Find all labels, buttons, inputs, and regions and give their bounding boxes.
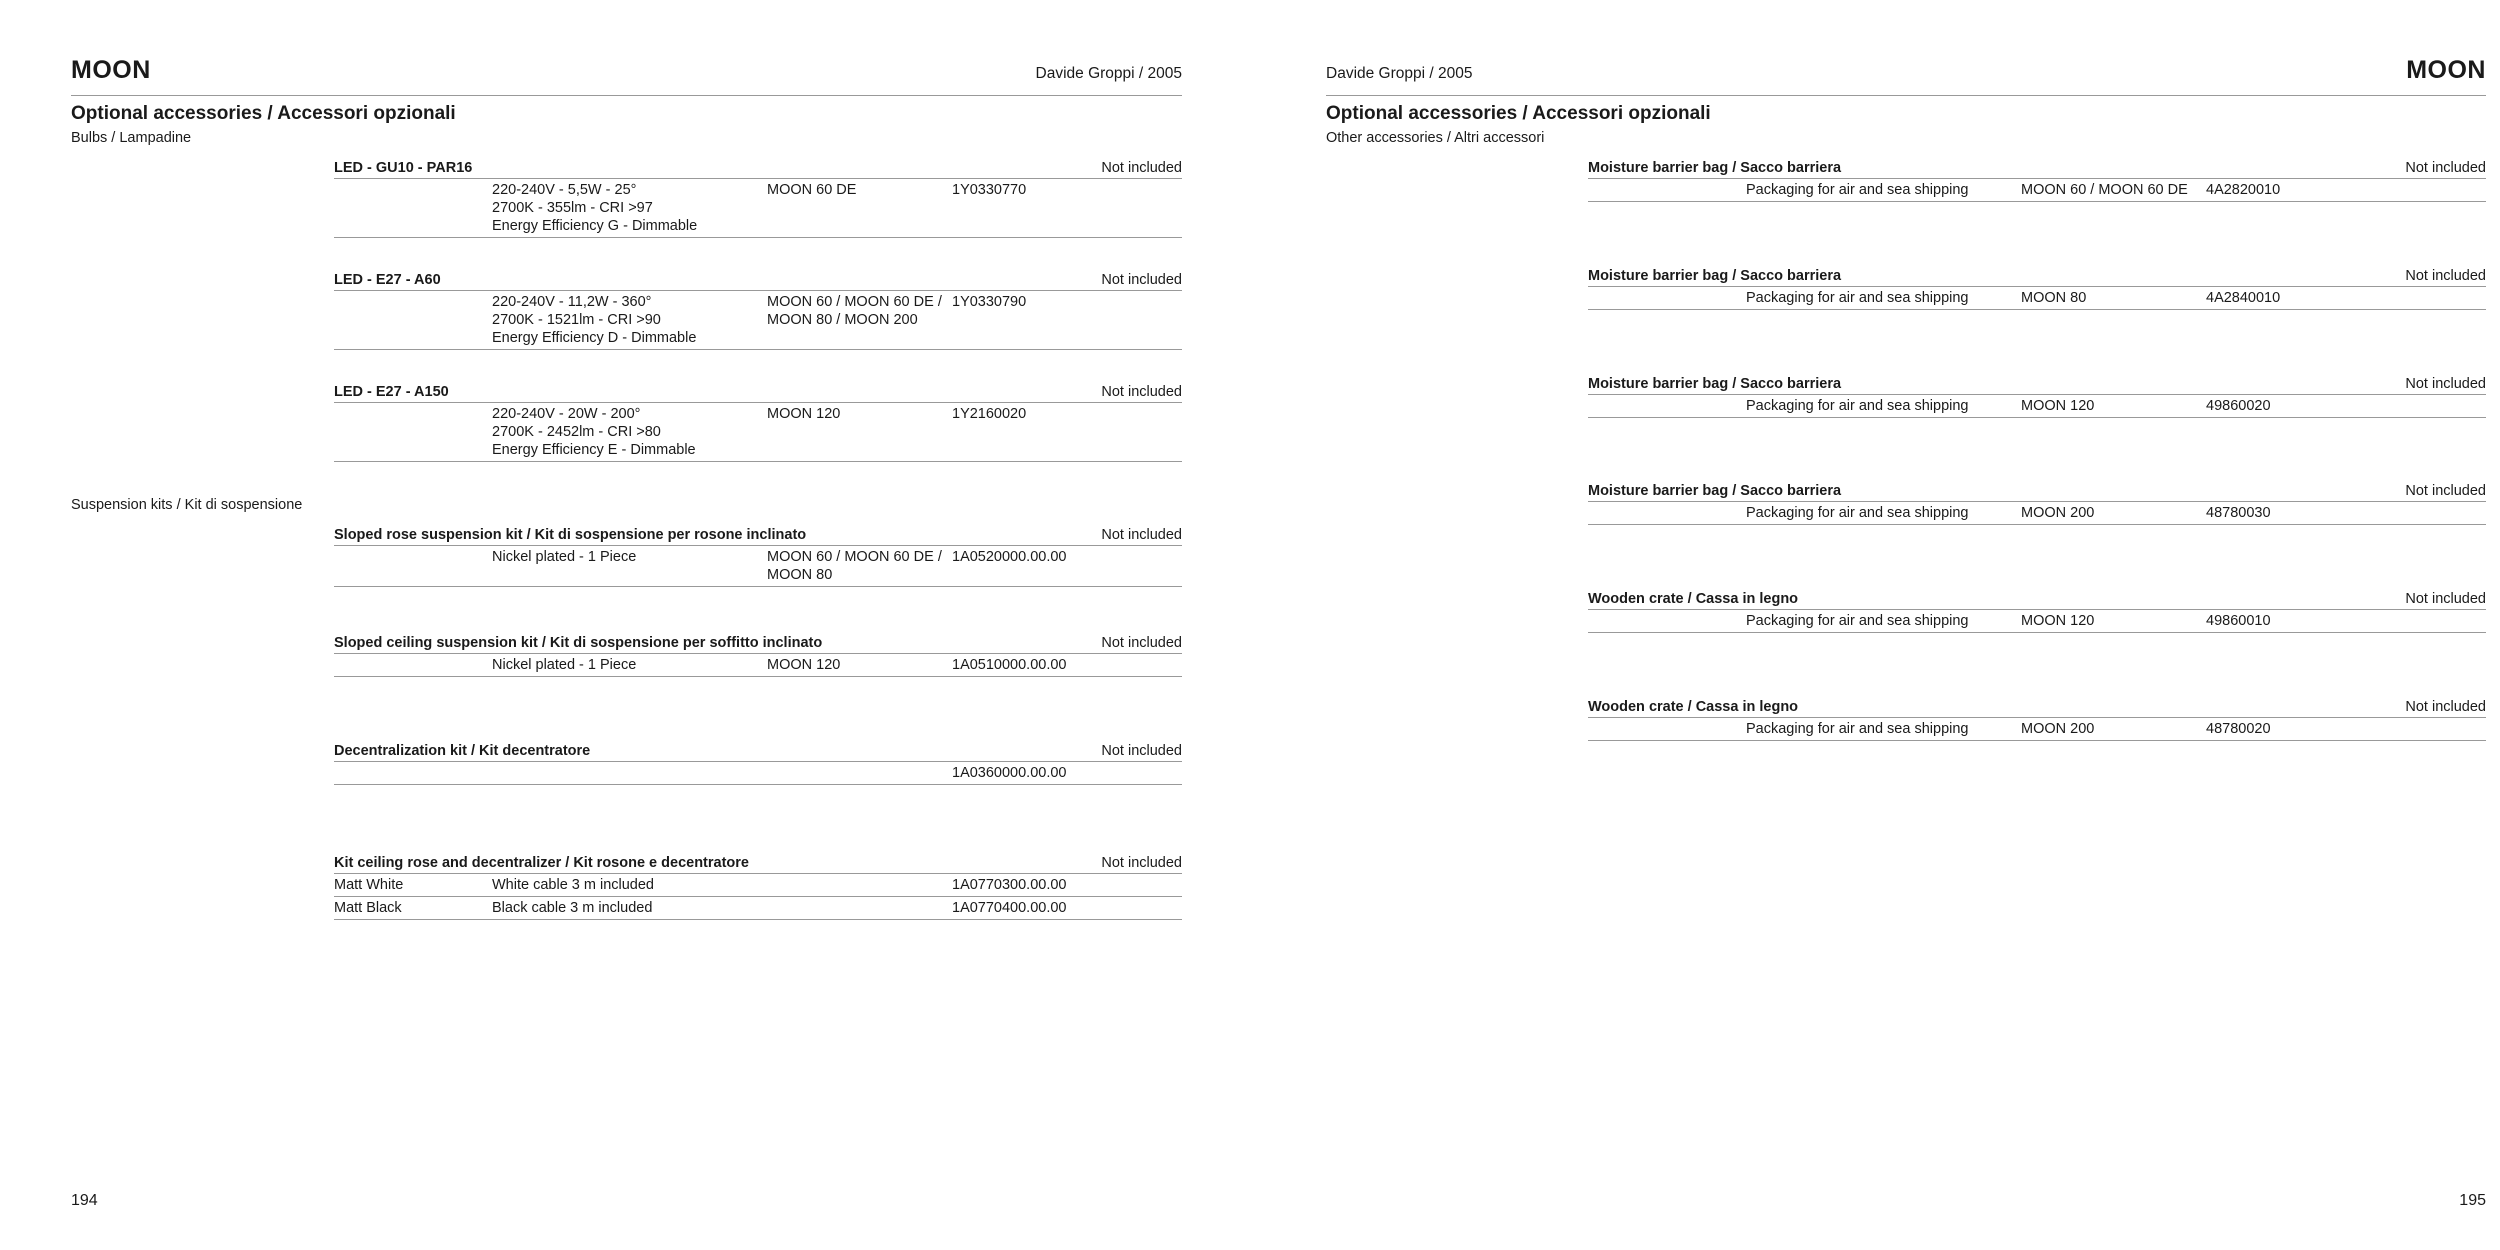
section-title: Optional accessories / Accessori opzionali — [71, 103, 456, 124]
model-cell: MOON 80 — [2021, 290, 2087, 306]
desc-cell: Packaging for air and sea shipping — [1746, 290, 1969, 306]
suspension-item-status: Not included — [1101, 855, 1182, 871]
bulb-item-title: LED - GU10 - PAR16 — [334, 160, 473, 176]
desc-cell: Packaging for air and sea shipping — [1746, 505, 1969, 521]
section-title: Optional accessories / Accessori opzionali — [1326, 103, 1711, 124]
other-item-2 — [1588, 267, 2486, 310]
table-row — [334, 874, 1182, 897]
subsection-suspension: Suspension kits / Kit di sospensione — [71, 497, 303, 513]
table-row — [334, 403, 1182, 462]
desc-cell: Packaging for air and sea shipping — [1746, 182, 1969, 198]
desc-cell: Nickel plated - 1 Piece — [492, 549, 637, 565]
suspension-item-3 — [334, 742, 1182, 785]
other-item-status: Not included — [2405, 591, 2486, 607]
model-cell: MOON 60 / MOON 60 DE — [2021, 182, 2188, 198]
model-cell: MOON 120 — [767, 657, 841, 673]
suspension-item-status: Not included — [1101, 635, 1182, 651]
bulb-item-header — [334, 159, 1182, 179]
other-item-status: Not included — [2405, 376, 2486, 392]
other-item-title: Wooden crate / Cassa in legno — [1588, 591, 1799, 607]
suspension-item-2 — [334, 634, 1182, 677]
bulb-item-header — [334, 271, 1182, 291]
bulb-item-status: Not included — [1101, 160, 1182, 176]
suspension-item-header — [334, 634, 1182, 654]
other-item-title: Moisture barrier bag / Sacco barriera — [1588, 376, 1842, 392]
author-year: Davide Groppi / 2005 — [1326, 65, 1473, 82]
table-row — [1588, 502, 2486, 525]
other-item-header — [1588, 159, 2486, 179]
header-rule — [71, 95, 1182, 96]
other-item-title: Moisture barrier bag / Sacco barriera — [1588, 160, 1842, 176]
suspension-item-header — [334, 854, 1182, 874]
brand-title: MOON — [2406, 56, 2486, 84]
other-item-title: Moisture barrier bag / Sacco barriera — [1588, 483, 1842, 499]
desc-cell: Black cable 3 m included — [492, 900, 653, 916]
table-row — [334, 762, 1182, 785]
suspension-item-header — [334, 526, 1182, 546]
bulb-item-status: Not included — [1101, 272, 1182, 288]
spec-cell: 220-240V - 11,2W - 360° 2700K - 1521lm - CRI >90 Energy Efficiency D - Dimmable — [492, 294, 697, 346]
header-rule — [1326, 95, 2486, 96]
finish-cell: Matt White — [334, 877, 404, 893]
other-item-header — [1588, 375, 2486, 395]
code-cell: 1A0770300.00.00 — [952, 877, 1067, 893]
code-cell: 49860020 — [2206, 398, 2271, 414]
suspension-item-status: Not included — [1101, 527, 1182, 543]
other-item-header — [1588, 267, 2486, 287]
model-cell: MOON 200 — [2021, 721, 2095, 737]
desc-cell: Packaging for air and sea shipping — [1746, 398, 1969, 414]
page-number: 194 — [71, 1192, 98, 1209]
suspension-item-status: Not included — [1101, 743, 1182, 759]
other-item-header — [1588, 482, 2486, 502]
code-cell: 48780030 — [2206, 505, 2271, 521]
bulb-item-3 — [334, 383, 1182, 462]
code-cell: 1A0520000.00.00 — [952, 549, 1067, 565]
other-item-status: Not included — [2405, 268, 2486, 284]
model-cell: MOON 60 / MOON 60 DE / MOON 80 — [767, 549, 942, 583]
right-page — [1250, 0, 2500, 1250]
model-cell: MOON 200 — [2021, 505, 2095, 521]
code-cell: 4A2820010 — [2206, 182, 2281, 198]
table-row — [1588, 718, 2486, 741]
other-item-6 — [1588, 698, 2486, 741]
page-number: 195 — [2459, 1192, 2486, 1209]
bulb-item-status: Not included — [1101, 384, 1182, 400]
spec-cell: 220-240V - 5,5W - 25° 2700K - 355lm - CRI >97 Energy Efficiency G - Dimmable — [492, 182, 698, 234]
model-cell: MOON 60 / MOON 60 DE / MOON 80 / MOON 200 — [767, 294, 942, 328]
table-row — [1588, 395, 2486, 418]
suspension-item-4 — [334, 854, 1182, 920]
desc-cell: Packaging for air and sea shipping — [1746, 721, 1969, 737]
code-cell: 48780020 — [2206, 721, 2271, 737]
other-item-title: Wooden crate / Cassa in legno — [1588, 699, 1799, 715]
suspension-item-title: Decentralization kit / Kit decentratore — [334, 743, 591, 759]
other-item-3 — [1588, 375, 2486, 418]
table-row — [334, 291, 1182, 350]
bulb-item-title: LED - E27 - A150 — [334, 384, 449, 400]
other-item-5 — [1588, 590, 2486, 633]
code-cell: 1A0770400.00.00 — [952, 900, 1067, 916]
desc-cell: Nickel plated - 1 Piece — [492, 657, 637, 673]
other-item-title: Moisture barrier bag / Sacco barriera — [1588, 268, 1842, 284]
table-row — [334, 179, 1182, 238]
suspension-item-title: Sloped ceiling suspension kit / Kit di sospensione per soffitto inclinato — [334, 635, 823, 651]
other-item-status: Not included — [2405, 699, 2486, 715]
brand-title: MOON — [71, 56, 151, 84]
suspension-item-header — [334, 742, 1182, 762]
table-row — [334, 654, 1182, 677]
code-cell: 1Y0330790 — [952, 294, 1027, 310]
subsection-other: Other accessories / Altri accessori — [1326, 130, 1545, 146]
model-cell: MOON 120 — [767, 406, 841, 422]
author-year: Davide Groppi / 2005 — [1035, 65, 1182, 82]
code-cell: 49860010 — [2206, 613, 2271, 629]
table-row — [1588, 179, 2486, 202]
other-item-header — [1588, 590, 2486, 610]
code-cell: 4A2840010 — [2206, 290, 2281, 306]
spec-cell: 220-240V - 20W - 200° 2700K - 2452lm - CRI >80 Energy Efficiency E - Dimmable — [492, 406, 696, 458]
bulb-item-2 — [334, 271, 1182, 350]
model-cell: MOON 120 — [2021, 613, 2095, 629]
finish-cell: Matt Black — [334, 900, 402, 916]
suspension-item-title: Kit ceiling rose and decentralizer / Kit rosone e decentratore — [334, 855, 749, 871]
desc-cell: White cable 3 m included — [492, 877, 654, 893]
suspension-item-title: Sloped rose suspension kit / Kit di sospensione per rosone inclinato — [334, 527, 807, 543]
table-row — [334, 897, 1182, 920]
model-cell: MOON 60 DE — [767, 182, 857, 198]
table-row — [334, 546, 1182, 587]
other-item-4 — [1588, 482, 2486, 525]
bulb-item-title: LED - E27 - A60 — [334, 272, 441, 288]
table-row — [1588, 610, 2486, 633]
bulb-item-header — [334, 383, 1182, 403]
other-item-header — [1588, 698, 2486, 718]
code-cell: 1Y2160020 — [952, 406, 1027, 422]
code-cell: 1A0360000.00.00 — [952, 765, 1067, 781]
other-item-1 — [1588, 159, 2486, 202]
suspension-item-1 — [334, 526, 1182, 587]
other-item-status: Not included — [2405, 483, 2486, 499]
table-row — [1588, 287, 2486, 310]
bulb-item-1 — [334, 159, 1182, 238]
model-cell: MOON 120 — [2021, 398, 2095, 414]
desc-cell: Packaging for air and sea shipping — [1746, 613, 1969, 629]
subsection-bulbs: Bulbs / Lampadine — [71, 130, 192, 146]
other-item-status: Not included — [2405, 160, 2486, 176]
code-cell: 1Y0330770 — [952, 182, 1027, 198]
code-cell: 1A0510000.00.00 — [952, 657, 1067, 673]
